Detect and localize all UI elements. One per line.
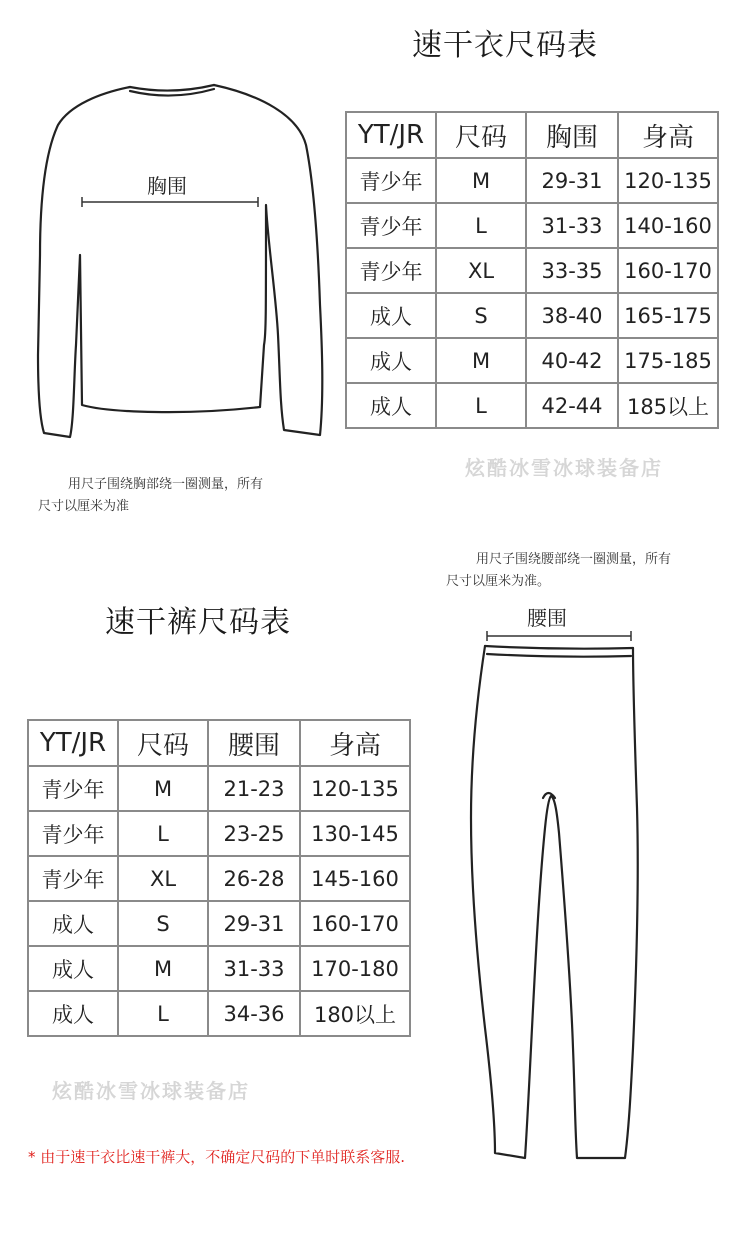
store-watermark: 炫酷冰雪冰球装备店 xyxy=(52,1079,250,1103)
table-row xyxy=(346,248,718,293)
table-header-row xyxy=(28,720,410,766)
table-cell: 成人 xyxy=(346,338,436,383)
table-cell: M xyxy=(436,338,526,383)
pants-measure-note: 用尺子围绕腰部绕一圈测量，所有 尺寸以厘米为准。 xyxy=(446,552,672,589)
header-cell: 身高 xyxy=(300,720,410,766)
table-row xyxy=(28,856,410,901)
table-cell: 180以上 xyxy=(300,991,410,1036)
chest-label: 胸围 xyxy=(147,174,187,198)
table-cell: 青少年 xyxy=(346,203,436,248)
header-cell: 尺码 xyxy=(436,112,526,158)
table-cell: 成人 xyxy=(28,946,118,991)
table-row xyxy=(346,293,718,338)
table-cell: 120-135 xyxy=(300,766,410,811)
table-cell: XL xyxy=(436,248,526,293)
table-cell: 38-40 xyxy=(526,293,618,338)
table-cell: 160-170 xyxy=(300,901,410,946)
table-cell: M xyxy=(118,766,208,811)
table-cell: 21-23 xyxy=(208,766,300,811)
table-cell: 165-175 xyxy=(618,293,718,338)
shirt-size-table xyxy=(345,111,719,429)
table-row xyxy=(346,203,718,248)
table-row xyxy=(346,383,718,428)
shirt-illustration xyxy=(30,75,340,445)
table-cell: 160-170 xyxy=(618,248,718,293)
table-cell: 成人 xyxy=(346,293,436,338)
table-cell: L xyxy=(118,811,208,856)
header-cell: 胸围 xyxy=(526,112,618,158)
table-cell: 33-35 xyxy=(526,248,618,293)
table-cell: 青少年 xyxy=(346,158,436,203)
table-cell: S xyxy=(436,293,526,338)
table-cell: 40-42 xyxy=(526,338,618,383)
table-cell: 青少年 xyxy=(346,248,436,293)
table-cell: 成人 xyxy=(346,383,436,428)
table-row xyxy=(28,946,410,991)
table-cell: L xyxy=(118,991,208,1036)
table-cell: 185以上 xyxy=(618,383,718,428)
header-cell: YT/JR xyxy=(346,112,436,158)
table-row xyxy=(346,158,718,203)
table-row xyxy=(28,901,410,946)
table-cell: 29-31 xyxy=(208,901,300,946)
table-cell: 42-44 xyxy=(526,383,618,428)
table-row xyxy=(346,338,718,383)
table-row xyxy=(28,766,410,811)
table-cell: 青少年 xyxy=(28,811,118,856)
shirt-outline xyxy=(38,85,322,437)
table-cell: 青少年 xyxy=(28,856,118,901)
store-watermark: 炫酷冰雪冰球装备店 xyxy=(465,456,663,480)
table-cell: 23-25 xyxy=(208,811,300,856)
table-cell: 26-28 xyxy=(208,856,300,901)
table-cell: M xyxy=(118,946,208,991)
table-cell: 29-31 xyxy=(526,158,618,203)
pants-waistband xyxy=(485,646,633,649)
table-cell: XL xyxy=(118,856,208,901)
header-cell: 腰围 xyxy=(208,720,300,766)
table-cell: 145-160 xyxy=(300,856,410,901)
table-cell: M xyxy=(436,158,526,203)
shirt-size-chart-title: 速干衣尺码表 xyxy=(412,28,598,63)
table-cell: 34-36 xyxy=(208,991,300,1036)
table-header-row xyxy=(346,112,718,158)
table-cell: 31-33 xyxy=(208,946,300,991)
shirt-measure-note: 用尺子围绕胸部绕一圈测量，所有 尺寸以厘米为准 xyxy=(38,477,264,514)
table-cell: 青少年 xyxy=(28,766,118,811)
table-cell: 170-180 xyxy=(300,946,410,991)
header-cell: 尺码 xyxy=(118,720,208,766)
table-cell: 成人 xyxy=(28,901,118,946)
table-cell: L xyxy=(436,203,526,248)
pants-size-table xyxy=(27,719,411,1037)
size-footnote: * 由于速干衣比速干裤大，不确定尺码的下单时联系客服. xyxy=(28,1148,406,1166)
pants-outline xyxy=(471,646,638,1158)
table-cell: 140-160 xyxy=(618,203,718,248)
table-cell: 成人 xyxy=(28,991,118,1036)
pants-illustration xyxy=(465,628,665,1168)
table-cell: 120-135 xyxy=(618,158,718,203)
header-cell: 身高 xyxy=(618,112,718,158)
table-cell: L xyxy=(436,383,526,428)
waist-label: 腰围 xyxy=(527,606,567,630)
table-cell: 130-145 xyxy=(300,811,410,856)
table-cell: 175-185 xyxy=(618,338,718,383)
table-row xyxy=(28,811,410,856)
table-cell: 31-33 xyxy=(526,203,618,248)
table-cell: S xyxy=(118,901,208,946)
header-cell: YT/JR xyxy=(28,720,118,766)
pants-size-chart-title: 速干裤尺码表 xyxy=(105,605,291,640)
table-row xyxy=(28,991,410,1036)
